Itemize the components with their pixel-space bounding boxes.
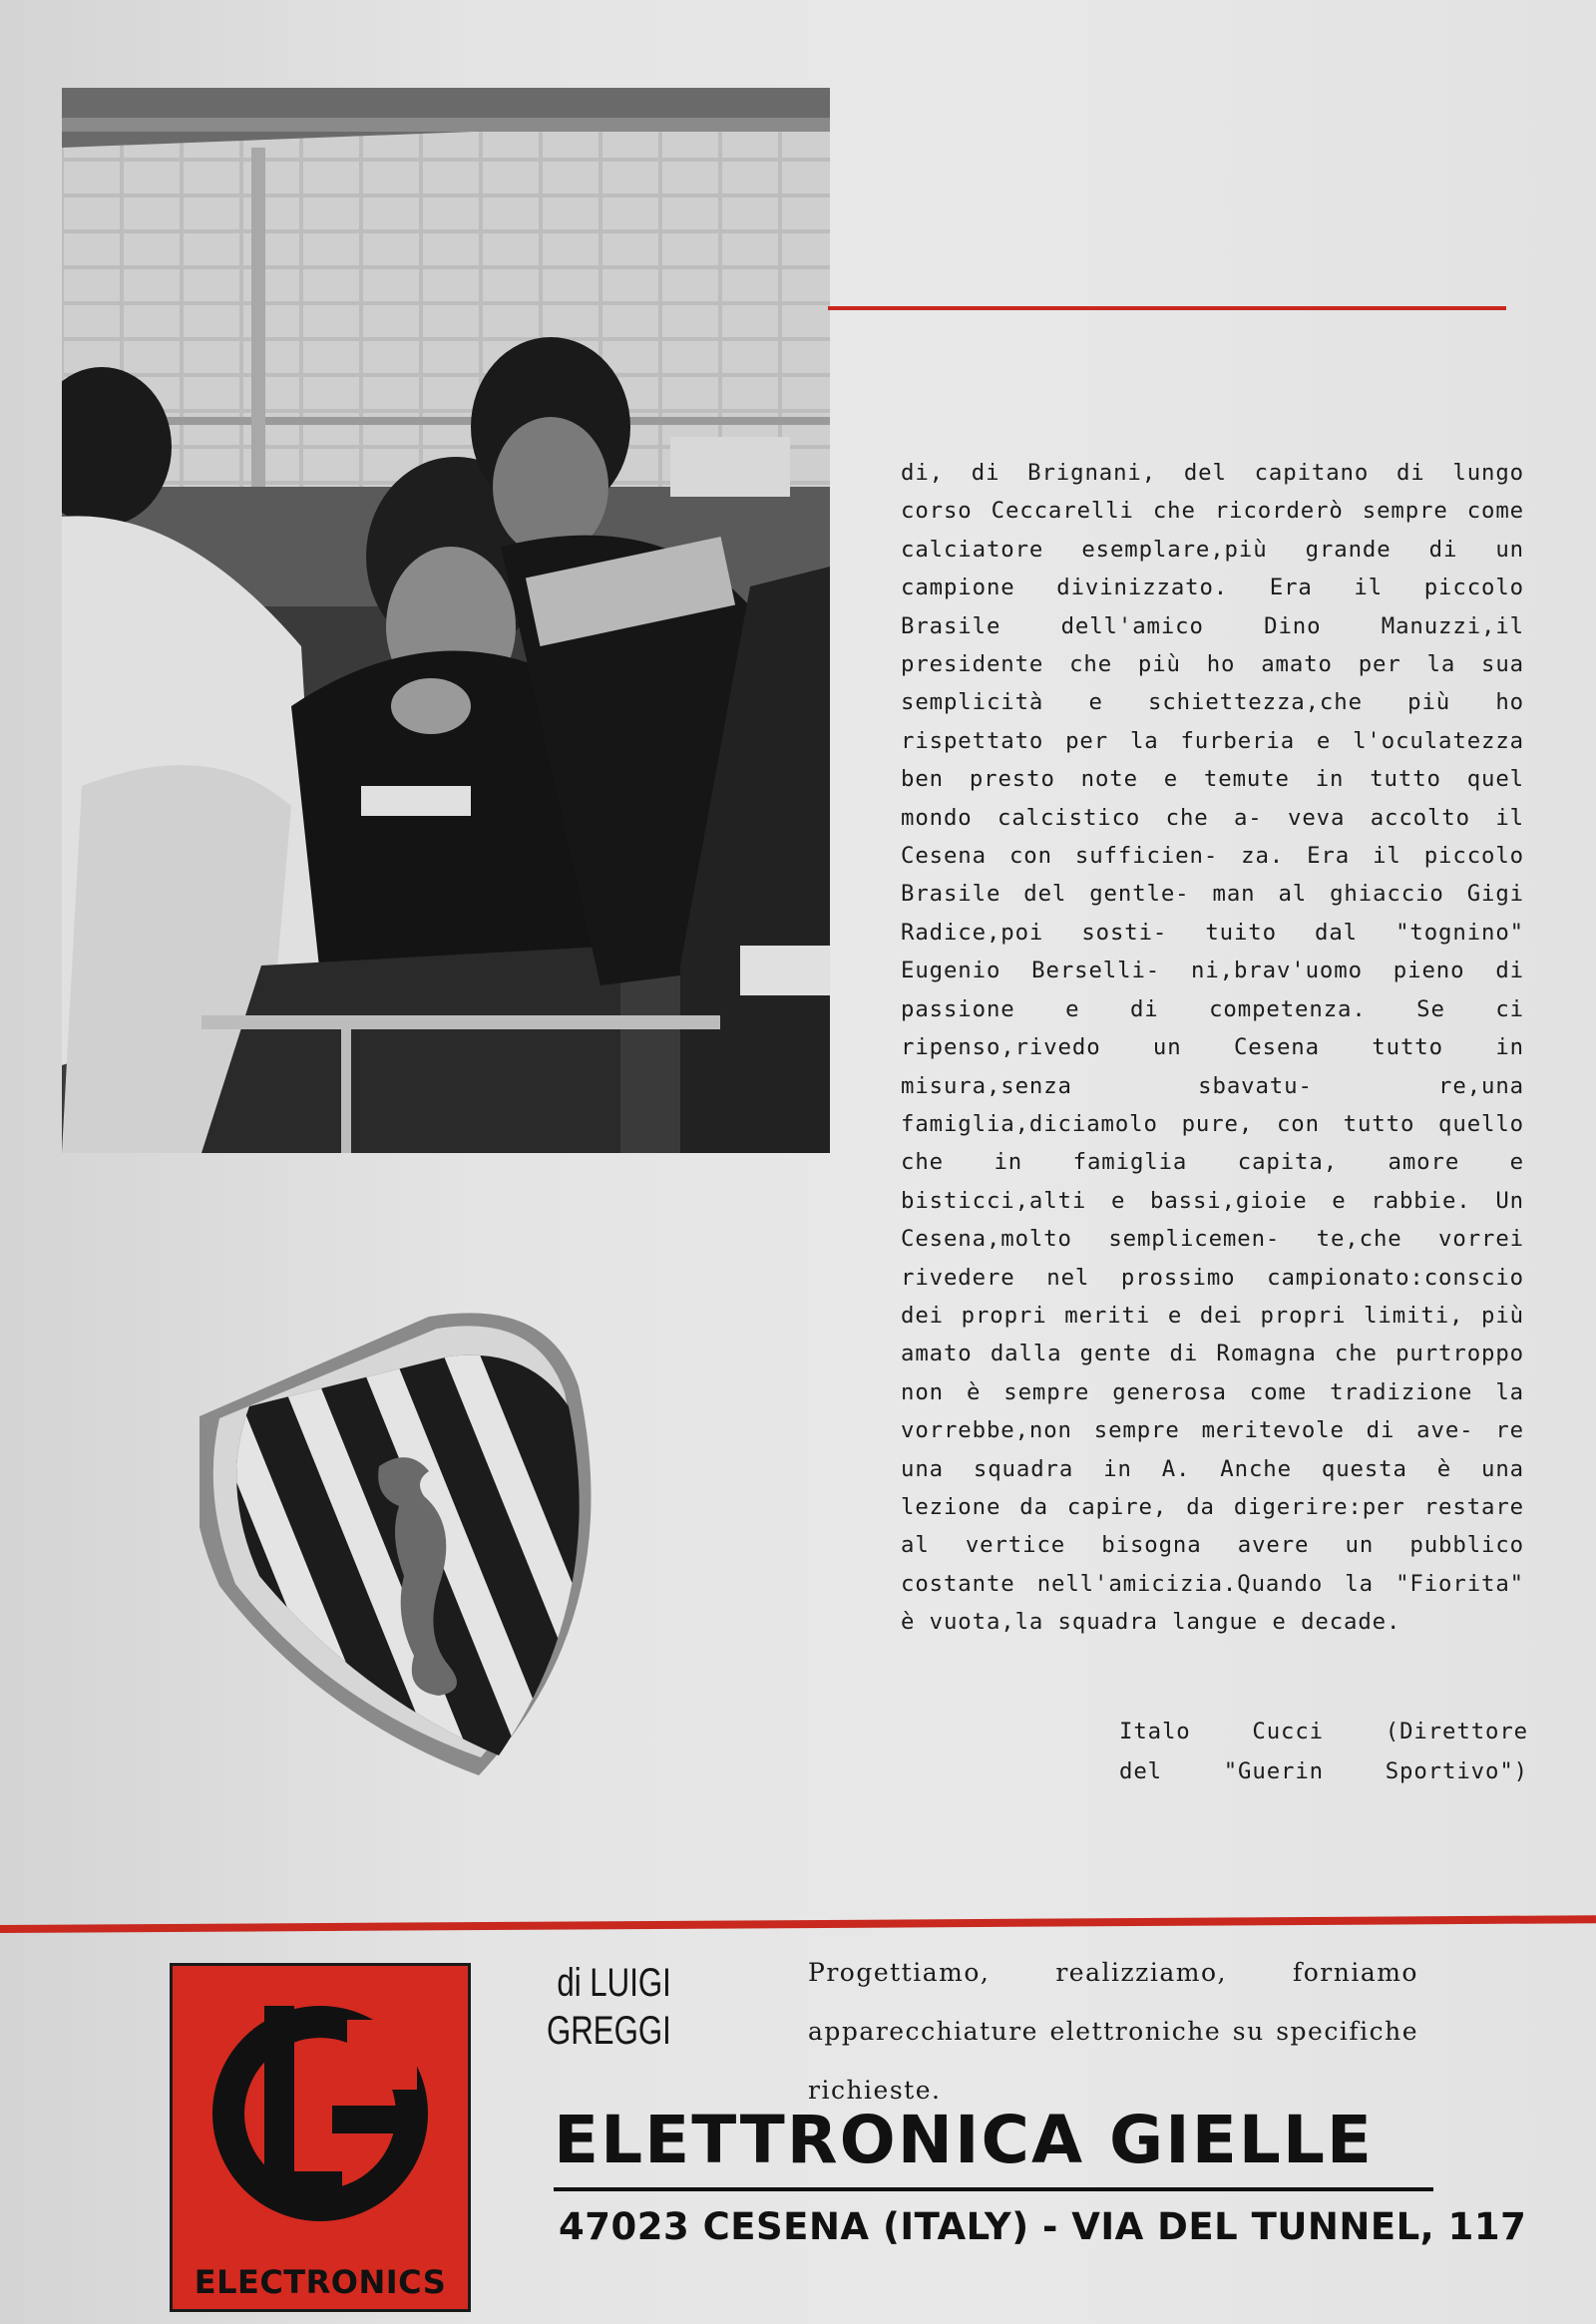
signature-word: Italo — [1119, 1719, 1191, 1744]
signature-word: Cucci — [1252, 1719, 1324, 1744]
cesena-crest — [200, 1297, 618, 1775]
owner-line-1: di LUIGI — [557, 1961, 671, 2005]
owner-line-2: GREGGI — [547, 2009, 671, 2053]
gielle-logo — [170, 1963, 471, 2312]
signature-word: del — [1119, 1758, 1162, 1784]
red-divider-top — [828, 306, 1506, 310]
signature-word: Sportivo") — [1385, 1758, 1528, 1784]
owner-name — [547, 1959, 671, 2055]
signature-word: (Direttore — [1385, 1719, 1528, 1744]
gl-monogram-icon — [173, 1966, 468, 2265]
signature-line-2 — [1119, 1751, 1528, 1791]
logo-caption: ELECTRONICS — [194, 2263, 447, 2301]
company-name: ELETTRONICA GIELLE — [554, 2102, 1375, 2178]
article-text — [901, 454, 1524, 1642]
article-signature — [1119, 1712, 1528, 1791]
company-address: 47023 CESENA (ITALY) - VIA DEL TUNNEL, 117 — [559, 2205, 1527, 2248]
bench-photo-image — [62, 88, 830, 1153]
company-underline — [554, 2187, 1433, 2191]
ad-slogan: Progettiamo, realizziamo, forniamo apparecchiature elettroniche su specifiche richieste. — [808, 1958, 1418, 2105]
signature-line-1 — [1119, 1712, 1528, 1751]
article-paragraph: di, di Brignani, del capitano di lungo corso Ceccarelli che ricorderò sempre come calciatore esemplare,più grande di un campione divinizzato. Era il piccolo Brasile dell'amico Dino Manuzzi,il presidente che più ho amato per la sua semplicità e schiettezza,che più ho rispettato per la furberia e l'oculatezza ben presto note e temute in tutto quel mondo calcistico che a- veva accolto il Cesena con sufficien- za. Era il piccolo Brasile del gentle- man al ghiaccio Gigi Radice,poi sosti- tuito dal "tognino" Eugenio Berselli- ni,brav'uomo pieno di passione e di competenza. Se ci ripenso,rivedo un Cesena tutto in misura,senza sbavatu- re,una famiglia,diciamolo pure, con tutto quello che in famiglia capita, amore e bisticci,alti e bassi,gioie e rabbie. Un Cesena,molto semplicemen- te,che vorrei rivedere nel prossimo campionato:conscio dei propri meriti e dei propri limiti, più amato dalla gente di Romagna che purtroppo non è sempre generosa come tradizione la vorrebbe,non sempre meritevole di ave- re una squadra in A. Anche questa è una lezione da capire, da digerire:per restare al vertice bisogna avere un pubblico costante nell'amicizia.Quando la "Fiorita" è vuota,la squadra langue e decade. — [901, 460, 1524, 1636]
signature-word: "Guerin — [1223, 1758, 1324, 1784]
seahorse-crest-icon — [200, 1297, 618, 1775]
red-divider-bottom — [0, 1915, 1596, 1933]
bench-photo — [62, 88, 830, 1153]
